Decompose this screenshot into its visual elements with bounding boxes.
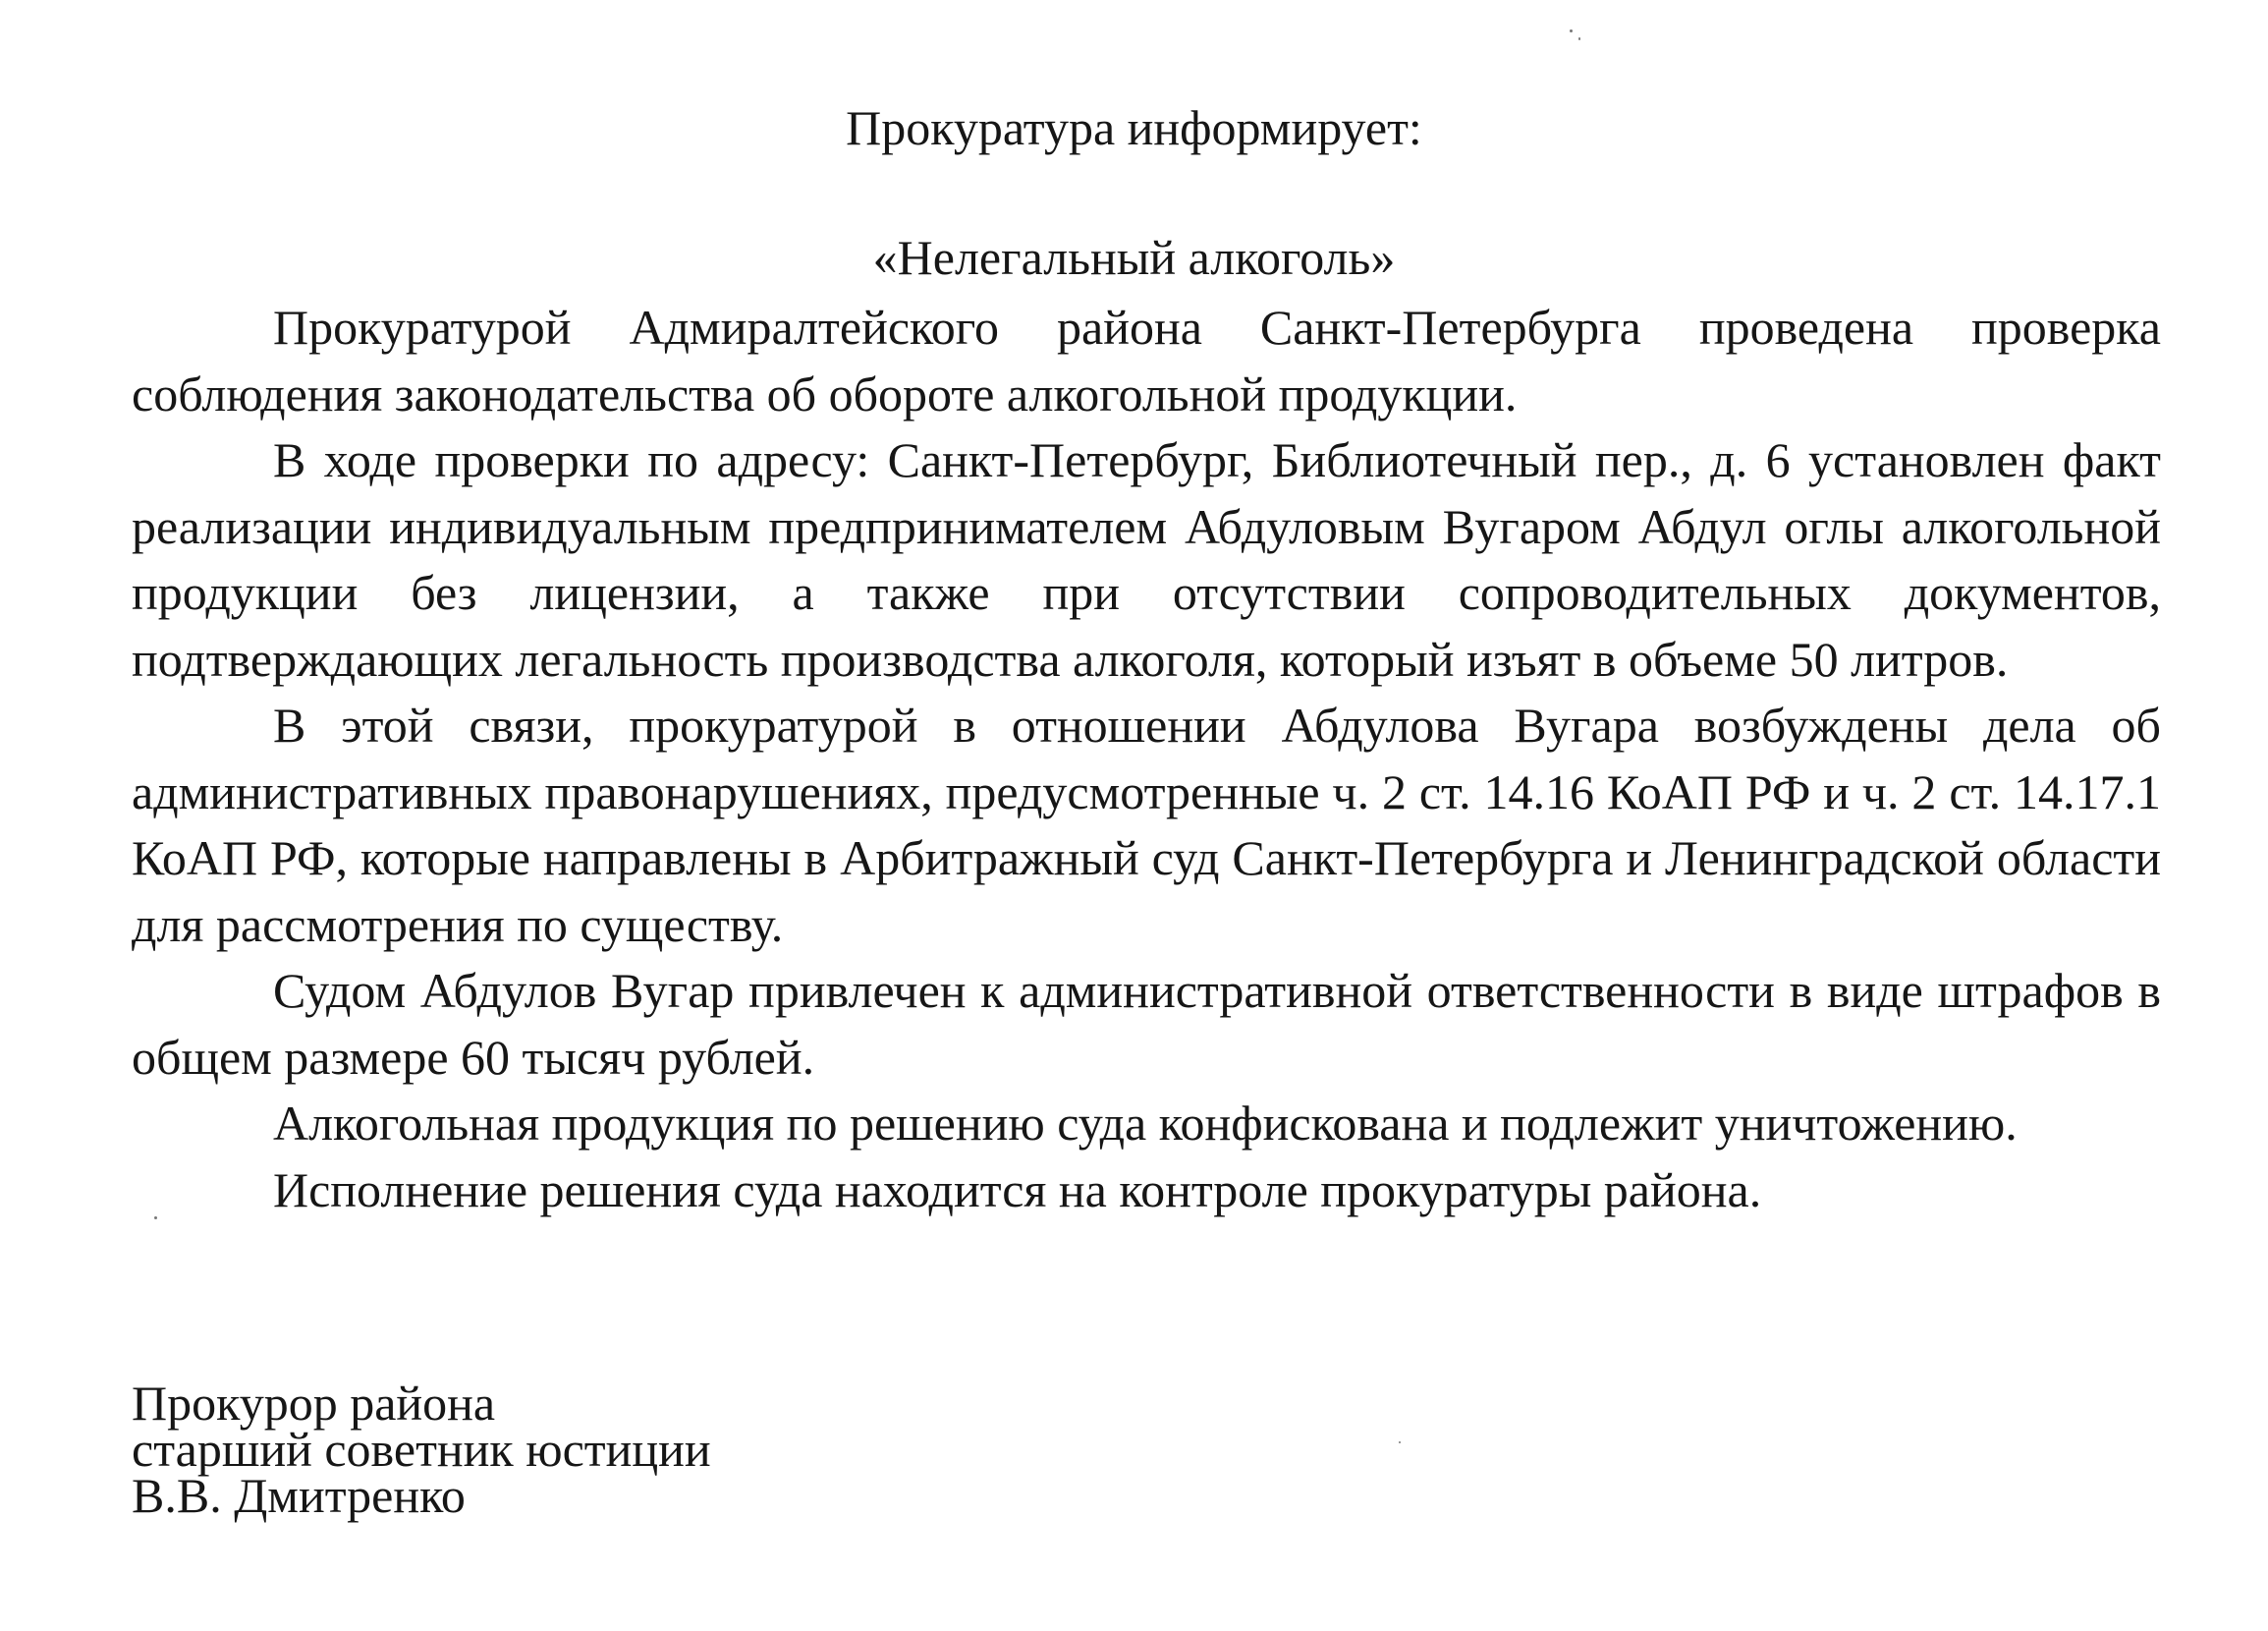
paragraph-control: Исполнение решения суда находится на контроле прокуратуры района.: [273, 1161, 1762, 1217]
document-subtitle: «Нелегальный алкоголь»: [872, 230, 1396, 285]
paragraph-confiscation: Алкогольная продукция по решению суда конфискована и подлежит уничтожению.: [273, 1096, 2018, 1151]
scan-speck: [1578, 37, 1580, 40]
signature-name: В.В. Дмитренко: [132, 1468, 466, 1523]
document-body: [132, 295, 2161, 1223]
signature-position: Прокурор района: [132, 1376, 496, 1431]
signature-rank: старший советник юстиции: [132, 1422, 711, 1477]
document-title: Прокуратура информирует:: [846, 100, 1422, 155]
paragraph-proceedings: В этой связи, прокуратурой в отношении Абдулова Вугара возбуждены дела об административных правонарушениях, предусмотренные ч. 2 ст. 14.16 КоАП РФ и ч. 2 ст. 14.17.1 КоАП РФ, которые направлены в Арбитражный суд Санкт-Петербурга и Ленинградской области для рассмотрения по существу.: [132, 698, 2161, 952]
scan-speck: [154, 1216, 157, 1219]
paragraph-findings: В ходе проверки по адресу: Санкт-Петербург, Библиотечный пер., д. 6 установлен факт реализации индивидуальным предпринимателем Абдуловым Вугаром Абдул оглы алкогольной продукции без лицензии, а также при отсутствии сопроводительных документов, подтверждающих легальность производства алкоголя, который изъят в объеме 50 литров.: [132, 432, 2161, 687]
scan-speck: [1399, 1441, 1401, 1443]
scan-speck: [1570, 29, 1573, 32]
signature-block: [132, 1376, 711, 1523]
paragraph-inspection: Прокуратурой Адмиралтейского района Санкт-Петербурга проведена проверка соблюдения законодательства об обороте алкогольной продукции.: [132, 300, 2161, 422]
paragraph-penalty: Судом Абдулов Вугар привлечен к административной ответственности в виде штрафов в общем размере 60 тысяч рублей.: [132, 963, 2161, 1085]
